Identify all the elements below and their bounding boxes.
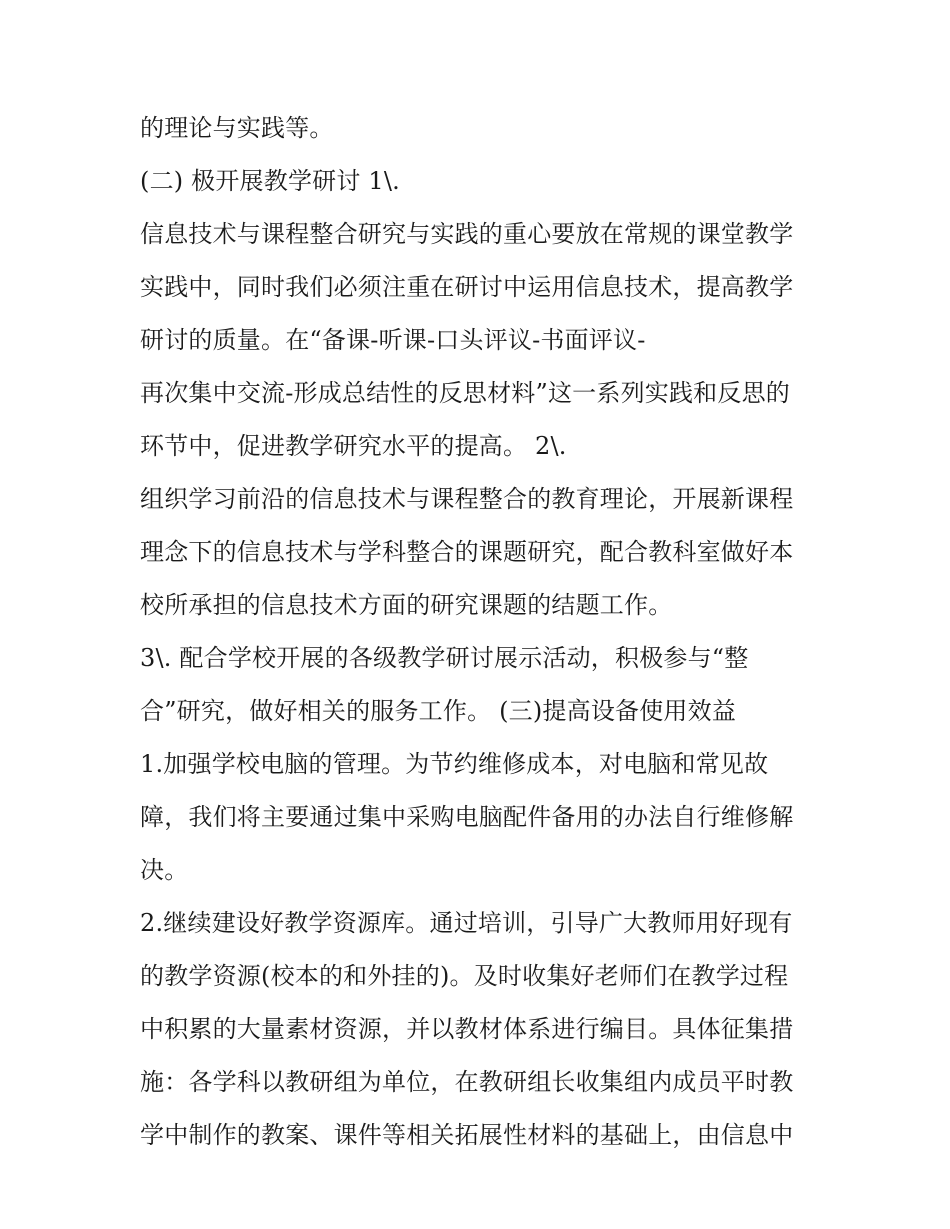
text-line: 理念下的信息技术与学科整合的课题研究，配合教科室做好本 (140, 538, 794, 566)
text-line: 学中制作的教案、课件等相关拓展性材料的基础上，由信息中 (140, 1121, 794, 1149)
text-line: 组织学习前沿的信息技术与课程整合的教育理论，开展新课程 (140, 485, 794, 513)
text-line: 施：各学科以教研组为单位，在教研组长收集组内成员平时教 (140, 1068, 794, 1096)
text-line: 环节中，促进教学研究水平的提高。 2\. (140, 432, 567, 460)
text-line: 1.加强学校电脑的管理。为节约维修成本，对电脑和常见故 (140, 750, 769, 778)
text-line: 决。 (140, 856, 189, 884)
text-line: 的理论与实践等。 (140, 114, 334, 142)
text-line: 校所承担的信息技术方面的研究课题的结题工作。 (140, 591, 673, 619)
text-line: 3\. 配合学校开展的各级教学研讨展示活动，积极参与“整 (140, 644, 749, 672)
text-line: 信息技术与课程整合研究与实践的重心要放在常规的课堂教学 (140, 220, 794, 248)
text-line: 再次集中交流-形成总结性的反思材料”这一系列实践和反思的 (140, 379, 790, 407)
text-line: 障，我们将主要通过集中采购电脑配件备用的办法自行维修解 (140, 803, 794, 831)
text-line: (二) 极开展教学研讨 1\. (140, 167, 400, 195)
text-line: 研讨的质量。在“备课-听课-口头评议-书面评议- (140, 326, 646, 354)
text-line: 中积累的大量素材资源，并以教材体系进行编目。具体征集措 (140, 1015, 794, 1043)
text-line: 合”研究，做好相关的服务工作。 (三)提高设备使用效益 (140, 697, 737, 725)
text-line: 2.继续建设好教学资源库。通过培训，引导广大教师用好现有 (140, 909, 793, 937)
text-line: 的教学资源(校本的和外挂的)。及时收集好老师们在教学过程 (140, 962, 789, 990)
text-line: 实践中，同时我们必须注重在研讨中运用信息技术，提高教学 (140, 273, 794, 301)
